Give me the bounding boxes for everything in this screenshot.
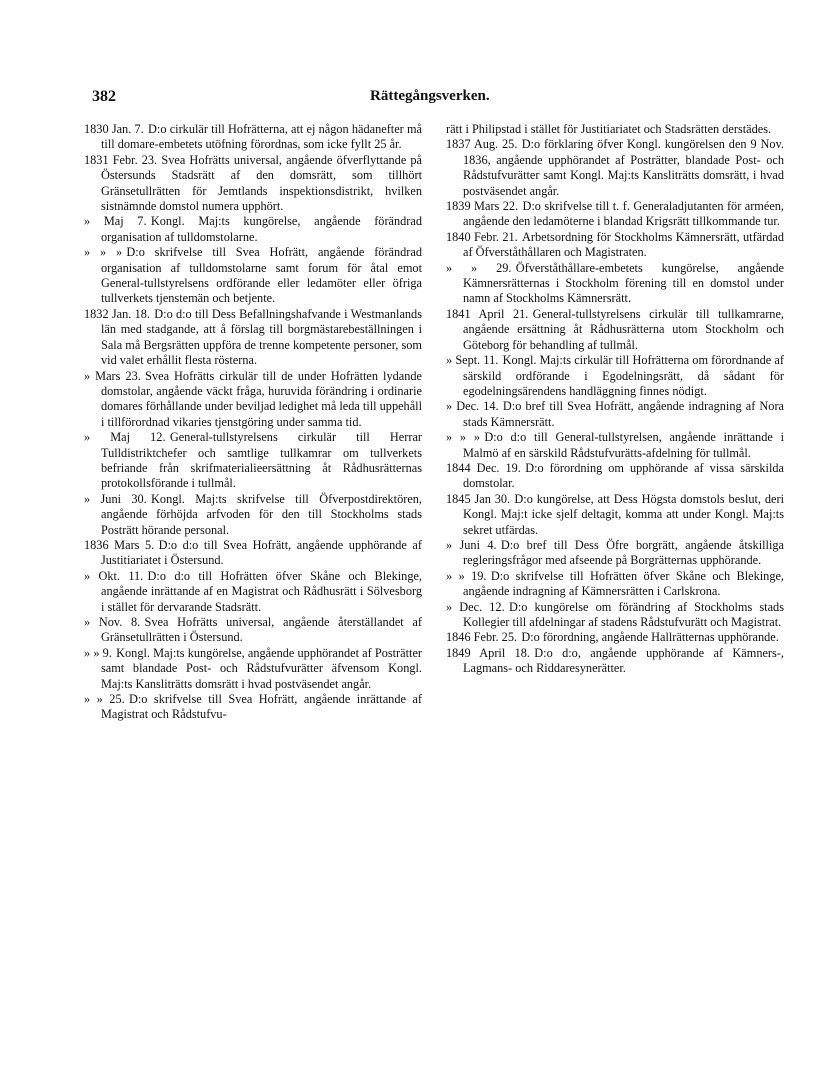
entry-text: Svea Hofrätts universal, angående återställandet af Gränsetullrätten i Östersund. [101,615,422,645]
entry-date: » Juni 30. [84,491,147,506]
chronology-entry [84,369,422,431]
entry-text: D:o bref till Dess Öfre borgrätt, angående åtskilliga regleringsfrågor med afseende på Borgrätternas upphörande. [463,537,784,568]
entry-text: Kongl. Maj:ts kungörelse, angående förändrad organisation af tulldomstolarne. [101,214,423,244]
entry-text: General-tullstyrelsens cirkulär till tullkamrarne, angående ersättning åt Rådhusrätterna utom Stockholm och Göteborg för behandling af tullmål. [463,306,784,352]
chronology-entry [446,137,784,199]
chronology-entry [84,245,422,307]
chronology-entry [446,353,784,399]
entry-date: » Dec. 14. [446,399,499,414]
chronology-entry [446,230,784,261]
entry-text: D:o d:o till Dess Befallningshafvande i Westmanlands län med stadgande, att å förslag till borgmästarebeställningen i Sala må Bergsrätten uppföra de trenne kompetente personer, som vid valet erhållit flesta rösterna. [101,306,422,368]
chronology-entry [84,646,422,692]
entry-text: Svea Hofrätts universal, angående öfverflyttande på Östersunds Stadsrätt af den domsrätt, som tillhört Gränsetullrätten för Jemtlands inspektionsdistrikt, hvilken sistnämnde domstol numera upphört. [101,152,422,214]
entry-text: General-tullstyrelsens cirkulär till Herrar Tulldistriktchefer och samtlige tullkamrar om tullverkets befriande från skrifmaterialieersättning åt Rådhusrätternas protokollsförande i tullmål. [101,430,423,491]
entry-date: » Mars 23. [84,368,141,383]
entry-date: 1831 Febr. 23. [84,152,158,167]
entry-text: Öfverståthållare-embetets kungörelse, angående Kämnersrätternas i Stockholm förening till en domstol under namn af Stockholms Kämnersrätt. [463,260,784,306]
chronology-entry [446,199,784,230]
chronology-entry [84,307,422,369]
chronology-entry [84,430,422,492]
chronology-entry [84,615,422,646]
chronology-entry [446,430,784,461]
left-column [84,122,422,723]
entry-date: » » 29. [446,260,512,275]
chronology-entry [84,492,422,538]
chronology-entry [446,569,784,600]
page-number: 382 [92,88,116,105]
running-title: Rättegångsverken. [370,88,490,104]
entry-date: » Dec. 12. [446,599,505,614]
entry-date: 1840 Febr. 21. [446,229,518,244]
chronology-entry [84,122,422,153]
entry-date: » Juni 4. [446,537,497,552]
entry-date: 1849 April 18. [446,645,530,660]
entry-date: » Maj 7. [84,214,147,229]
entry-text: D:o skrifvelse till Svea Hofrätt, angående förändrad organisation af tulldomstolarne samt forum för åtal emot General-tullstyrelsens ordförande eller ledamöter eller öfriga tullverkets tjenstemän och betjente. [101,245,422,306]
entry-text: D:o d:o till Svea Hofrätt, angående upphörande af Justitiariatet i Östersund. [101,537,422,568]
entry-date: 1845 Jan 30. [446,491,511,506]
chronology-entry [446,492,784,538]
chronology-entry [446,122,784,137]
entry-date: 1837 Aug. 25. [446,137,518,152]
entry-text: D:o förordning, angående Hallrätternas upphörande. [521,630,779,645]
chronology-entry [446,399,784,430]
entry-text: D:o cirkulär till Hofrätterna, att ej någon hädanefter må till domare-embetets utöfning förordnas, som icke fyllt 25 år. [101,122,423,152]
page-header [0,88,840,114]
entry-text: D:o bref till Svea Hofrätt, angående indragning af Nora stads Kämnersrätt. [463,399,784,429]
entry-date: » » 25. [84,692,125,707]
chronology-entry [84,538,422,569]
entry-text: Arbetsordning för Stockholms Kämnersrätt, utfärdad af Öfverståthållaren och Magistraten. [463,229,784,260]
chronology-entry [446,307,784,353]
entry-text: Kongl. Maj:ts skrifvelse till Öfverpostdirektören, angående förhöjda arfvoden för den till Stockholms stads Posträtt hörande personal. [101,491,422,537]
right-column [446,122,784,677]
entry-text: D:o förklaring öfver Kongl. kungörelsen den 9 Nov. 1836, angående upphörandet af Posträtter, blandade Post- och Rådstufvurätter samt Kongl. Maj:ts Kansliträtts domsrätt, i hvad postväsendet angår. [463,137,784,198]
entry-date: » » 19. [446,568,487,583]
entry-text: D:o kungörelse om förändring af Stockholms stads Kollegier till afdelningar af stadens Rådstufvurätt och Magistrat. [463,599,784,629]
chronology-entry [84,692,422,723]
entry-date: » Maj 12. [84,430,166,445]
entry-date: » Sept. 11. [446,353,499,368]
entry-text: Kongl. Maj:ts kungörelse, angående upphörandet af Posträtter samt blandade Post- och Rådstufvurätter äfvensom Kongl. Maj:ts Kansliträtts domsrätt i hvad postväsendet angår. [101,645,422,691]
entry-text: Kongl. Maj:ts cirkulär till Hofrätterna om förordnande af särskild ordförande i Egodelningsrätt, då sådant för egodelningsärendens handläggning finnes nödigt. [463,353,784,398]
chronology-entry [446,261,784,307]
chronology-entry [446,600,784,631]
entry-date: 1836 Mars 5. [84,537,155,552]
entry-date: 1844 Dec. 19. [446,460,521,475]
entry-text: Svea Hofrätts cirkulär till de under Hofrätten lydande domstolar, angående väckt fråga, huruvida förändring i ordinarie domares förhållande under beviljad ledighet må leda till uppehåll i tillförordnad vikaries tjenstgöring under samma tid. [101,368,422,429]
entry-date: » Okt. 11. [84,568,144,583]
entry-date: 1841 April 21. [446,306,529,321]
entry-date: 1832 Jan. 18. [84,306,150,321]
chronology-entry [84,153,422,215]
entry-text: D:o d:o, angående upphörande af Kämners-, Lagmans- och Riddaresynerätter. [463,645,784,676]
chronology-entry [446,646,784,677]
entry-text: D:o förordning om upphörande af vissa särskilda domstolar. [463,460,784,491]
entry-date: » » » [446,430,481,445]
chronology-entry [446,630,784,645]
entry-text: rätt i Philipstad i stället för Justitiariatet och Stadsrätten derstädes. [446,122,772,136]
entry-date: 1839 Mars 22. [446,199,519,214]
entry-text: D:o skrifvelse till t. f. Generaladjutanten för arméen, angående den ledamöterne i blandad Krigsrätt tillkommande tur. [463,199,785,229]
entry-date: » » » [84,245,123,260]
entry-text: D:o d:o till General-tullstyrelsen, angående inrättande i Malmö af en särskild Rådstufvurätts-afdelning för tullmål. [463,430,785,460]
chronology-entry [84,214,422,245]
entry-date: » Nov. 8. [84,615,141,629]
entry-text: D:o d:o till Hofrätten öfver Skåne och Blekinge, angående inrättande af en Magistrat och Rådhusrätt i Sölvesborg i stället för dervarande Stadsrätt. [101,568,423,614]
entry-date: 1830 Jan. 7. [84,122,144,136]
entry-text: D:o skrifvelse till Svea Hofrätt, angående inrättande af Magistrat och Rådstufvu- [101,692,422,722]
chronology-entry [446,461,784,492]
chronology-entry [84,569,422,615]
chronology-entry [446,538,784,569]
entry-text: D:o skrifvelse till Hofrätten öfver Skåne och Blekinge, angående indragning af Kämnersrätten i Carlskrona. [463,568,784,599]
entry-text: D:o kungörelse, att Dess Högsta domstols beslut, deri Kongl. Maj:t icke sjelf deltagit, komma att under Kongl. Maj:ts sekret utfärdas. [463,491,784,537]
entry-date: » » 9. [84,645,112,660]
entry-date: 1846 Febr. 25. [446,630,518,645]
